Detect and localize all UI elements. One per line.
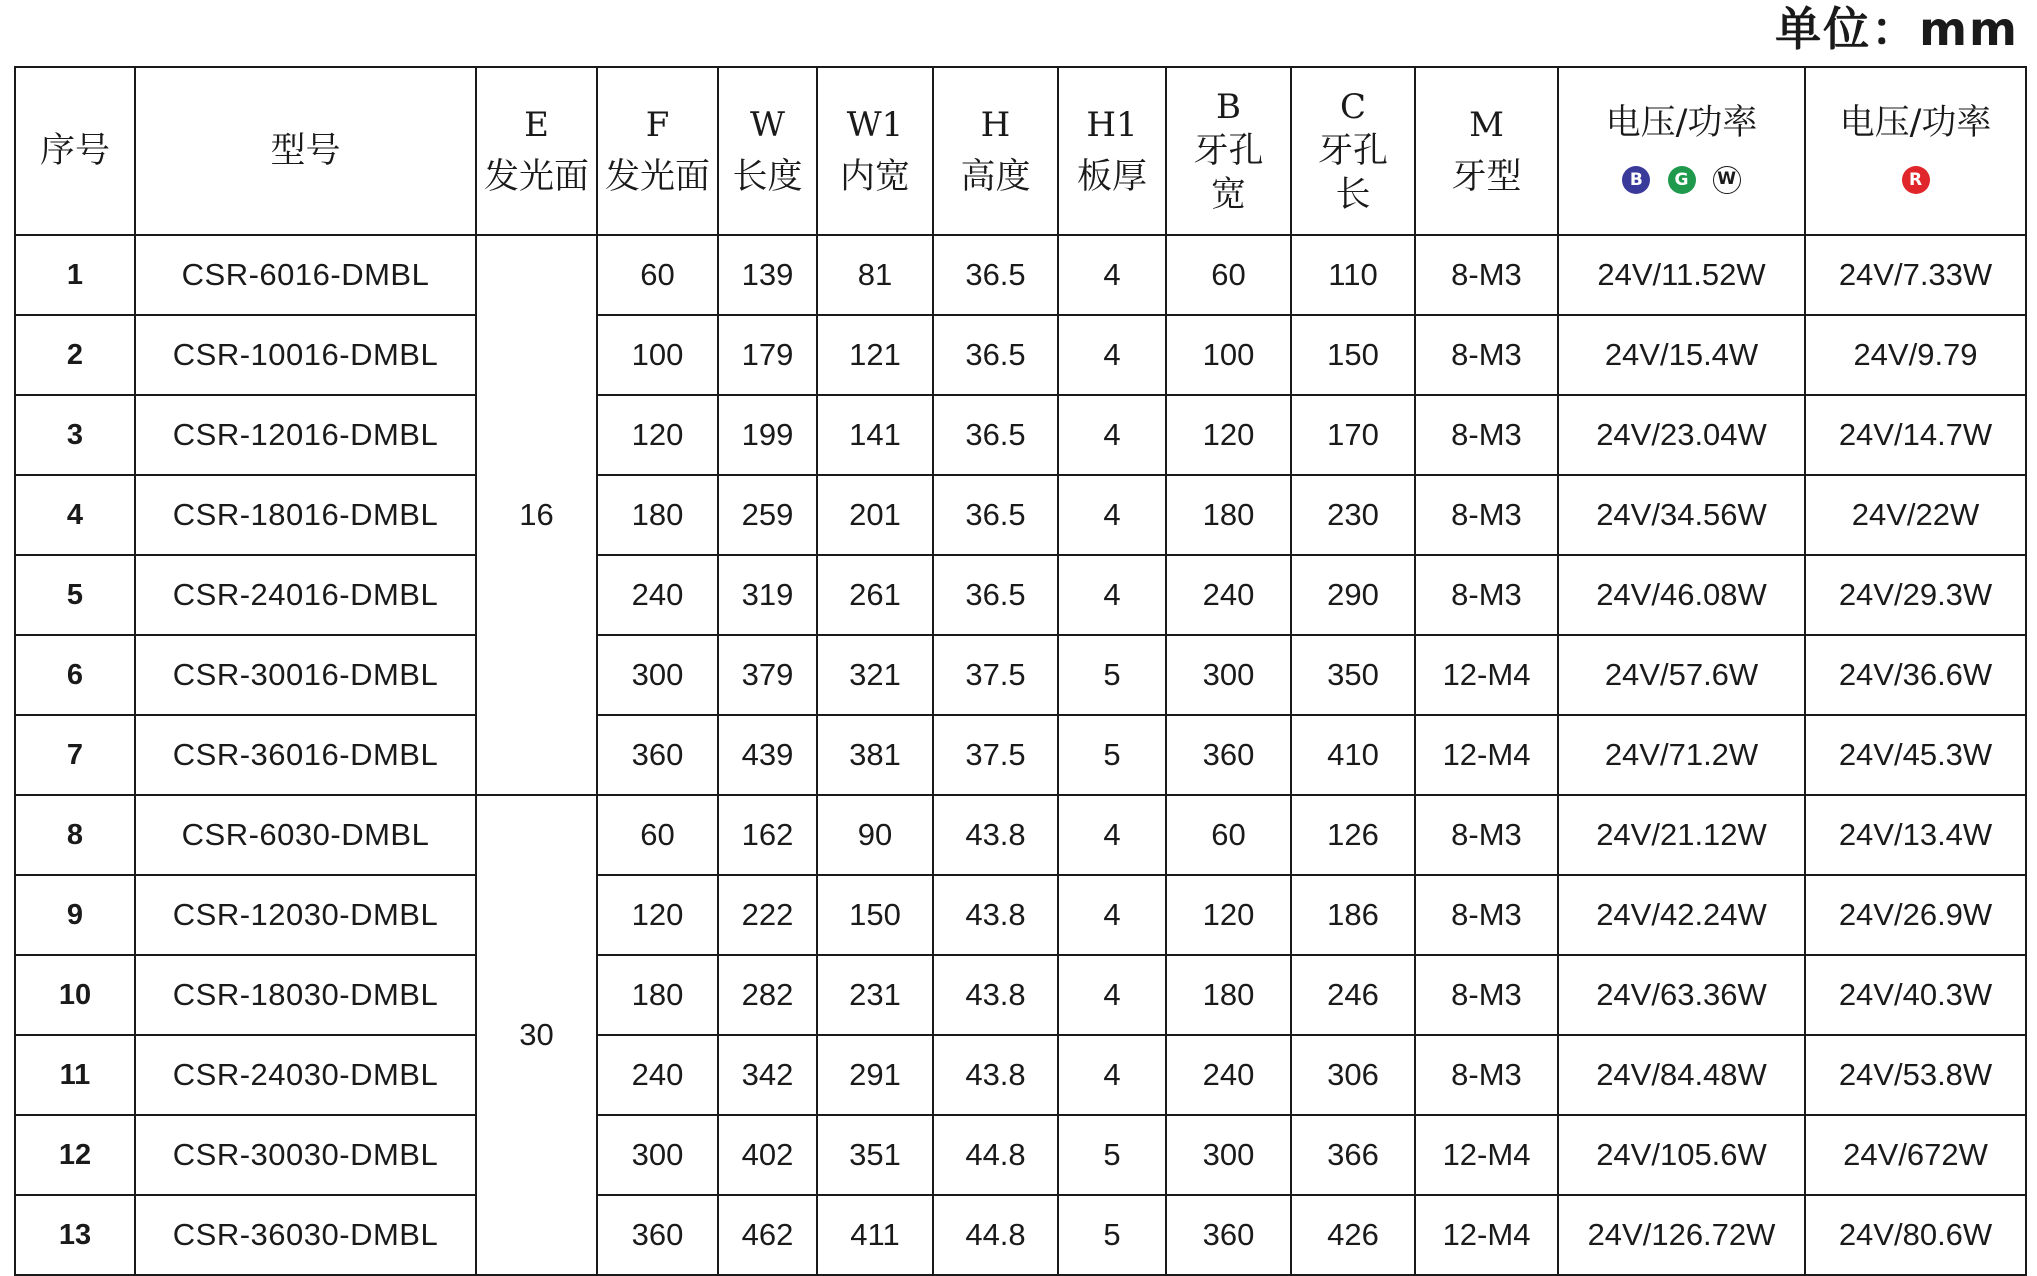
cell-power-bgw: 24V/15.4W — [1558, 315, 1805, 395]
cell-seq: 10 — [15, 955, 135, 1035]
cell-w: 179 — [718, 315, 817, 395]
spec-table — [14, 66, 2027, 1276]
cell-power-bgw: 24V/63.36W — [1558, 955, 1805, 1035]
header-m — [1415, 67, 1558, 235]
cell-h: 43.8 — [933, 875, 1058, 955]
unit-label: 单位：mm — [1775, 2, 2019, 56]
header-b-desc1: 牙孔 — [1193, 131, 1264, 171]
table-row — [15, 1115, 2026, 1195]
cell-w: 462 — [718, 1195, 817, 1275]
cell-h1: 4 — [1058, 315, 1166, 395]
cell-model: CSR-12030-DMBL — [135, 875, 476, 955]
cell-b: 300 — [1166, 635, 1291, 715]
cell-f: 100 — [597, 315, 718, 395]
cell-b: 360 — [1166, 1195, 1291, 1275]
cell-h: 36.5 — [933, 555, 1058, 635]
cell-h: 44.8 — [933, 1115, 1058, 1195]
cell-seq: 5 — [15, 555, 135, 635]
cell-power-bgw: 24V/42.24W — [1558, 875, 1805, 955]
cell-seq: 6 — [15, 635, 135, 715]
header-e — [476, 67, 597, 235]
cell-b: 120 — [1166, 875, 1291, 955]
table-row — [15, 475, 2026, 555]
cell-b: 60 — [1166, 235, 1291, 315]
cell-seq: 4 — [15, 475, 135, 555]
cell-f: 360 — [597, 1195, 718, 1275]
header-m-desc: 牙型 — [1451, 157, 1522, 197]
white-light-badge-icon: W — [1713, 166, 1741, 194]
cell-f: 180 — [597, 955, 718, 1035]
header-c-desc2: 长 — [1335, 175, 1371, 215]
header-h — [933, 67, 1058, 235]
spec-table-body — [15, 235, 2026, 1275]
cell-f: 360 — [597, 715, 718, 795]
cell-h: 43.8 — [933, 1035, 1058, 1115]
header-w-letter: W — [750, 105, 785, 145]
cell-f: 120 — [597, 395, 718, 475]
cell-c: 170 — [1291, 395, 1415, 475]
cell-h1: 4 — [1058, 555, 1166, 635]
header-h-desc: 高度 — [960, 157, 1031, 197]
cell-h1: 4 — [1058, 1035, 1166, 1115]
cell-w: 342 — [718, 1035, 817, 1115]
cell-power-r: 24V/40.3W — [1805, 955, 2026, 1035]
cell-w: 199 — [718, 395, 817, 475]
cell-seq: 7 — [15, 715, 135, 795]
cell-h: 37.5 — [933, 715, 1058, 795]
cell-c: 246 — [1291, 955, 1415, 1035]
header-c — [1291, 67, 1415, 235]
cell-w: 139 — [718, 235, 817, 315]
cell-m: 12-M4 — [1415, 1195, 1558, 1275]
cell-seq: 2 — [15, 315, 135, 395]
header-h1-letter: H1 — [1086, 105, 1138, 145]
cell-f: 300 — [597, 635, 718, 715]
cell-h1: 4 — [1058, 475, 1166, 555]
red-light-badge-icon: R — [1902, 166, 1930, 194]
cell-m: 8-M3 — [1415, 955, 1558, 1035]
cell-b: 180 — [1166, 955, 1291, 1035]
cell-h1: 4 — [1058, 235, 1166, 315]
cell-f: 240 — [597, 1035, 718, 1115]
cell-h: 43.8 — [933, 795, 1058, 875]
cell-model: CSR-36016-DMBL — [135, 715, 476, 795]
header-h1 — [1058, 67, 1166, 235]
cell-c: 150 — [1291, 315, 1415, 395]
cell-m: 8-M3 — [1415, 875, 1558, 955]
cell-model: CSR-6030-DMBL — [135, 795, 476, 875]
cell-model: CSR-30016-DMBL — [135, 635, 476, 715]
cell-power-bgw: 24V/84.48W — [1558, 1035, 1805, 1115]
header-h-letter: H — [980, 105, 1011, 145]
header-h1-desc: 板厚 — [1076, 157, 1147, 197]
power-r-badges — [1806, 153, 2025, 205]
cell-w1: 231 — [817, 955, 933, 1035]
table-row — [15, 795, 2026, 875]
table-row — [15, 955, 2026, 1035]
header-m-letter: M — [1469, 105, 1504, 145]
cell-h1: 5 — [1058, 635, 1166, 715]
cell-w1: 150 — [817, 875, 933, 955]
cell-m: 8-M3 — [1415, 475, 1558, 555]
cell-c: 126 — [1291, 795, 1415, 875]
cell-w1: 90 — [817, 795, 933, 875]
cell-power-bgw: 24V/23.04W — [1558, 395, 1805, 475]
cell-w1: 141 — [817, 395, 933, 475]
table-row — [15, 1195, 2026, 1275]
cell-h: 36.5 — [933, 395, 1058, 475]
cell-c: 110 — [1291, 235, 1415, 315]
cell-power-bgw: 24V/21.12W — [1558, 795, 1805, 875]
header-f-letter: F — [645, 105, 670, 145]
cell-seq: 8 — [15, 795, 135, 875]
cell-w1: 351 — [817, 1115, 933, 1195]
cell-c: 426 — [1291, 1195, 1415, 1275]
cell-b: 360 — [1166, 715, 1291, 795]
cell-power-r: 24V/13.4W — [1805, 795, 2026, 875]
cell-model: CSR-30030-DMBL — [135, 1115, 476, 1195]
cell-c: 410 — [1291, 715, 1415, 795]
cell-f: 300 — [597, 1115, 718, 1195]
cell-h1: 4 — [1058, 955, 1166, 1035]
header-b — [1166, 67, 1291, 235]
cell-h1: 4 — [1058, 795, 1166, 875]
cell-e-group: 16 — [476, 235, 597, 795]
cell-m: 8-M3 — [1415, 795, 1558, 875]
cell-power-bgw: 24V/11.52W — [1558, 235, 1805, 315]
header-power-r — [1805, 67, 2026, 235]
cell-power-r: 24V/26.9W — [1805, 875, 2026, 955]
cell-m: 8-M3 — [1415, 395, 1558, 475]
cell-h1: 4 — [1058, 395, 1166, 475]
cell-model: CSR-12016-DMBL — [135, 395, 476, 475]
table-row — [15, 555, 2026, 635]
cell-w: 379 — [718, 635, 817, 715]
header-e-desc: 发光面 — [483, 157, 589, 197]
cell-w1: 201 — [817, 475, 933, 555]
table-row — [15, 395, 2026, 475]
cell-h: 36.5 — [933, 315, 1058, 395]
header-row — [15, 67, 2026, 235]
table-row — [15, 1035, 2026, 1115]
cell-f: 180 — [597, 475, 718, 555]
header-c-desc1: 牙孔 — [1317, 131, 1388, 171]
cell-m: 8-M3 — [1415, 235, 1558, 315]
header-seq: 序号 — [15, 67, 135, 235]
header-f — [597, 67, 718, 235]
cell-power-r: 24V/9.79 — [1805, 315, 2026, 395]
cell-w: 162 — [718, 795, 817, 875]
cell-h: 36.5 — [933, 235, 1058, 315]
cell-h: 44.8 — [933, 1195, 1058, 1275]
cell-w1: 411 — [817, 1195, 933, 1275]
cell-b: 180 — [1166, 475, 1291, 555]
cell-model: CSR-18016-DMBL — [135, 475, 476, 555]
cell-c: 230 — [1291, 475, 1415, 555]
cell-power-bgw: 24V/46.08W — [1558, 555, 1805, 635]
cell-model: CSR-24016-DMBL — [135, 555, 476, 635]
cell-power-r: 24V/80.6W — [1805, 1195, 2026, 1275]
header-c-letter: C — [1339, 87, 1366, 127]
cell-b: 60 — [1166, 795, 1291, 875]
cell-h1: 4 — [1058, 875, 1166, 955]
cell-seq: 9 — [15, 875, 135, 955]
green-light-badge-icon: G — [1668, 166, 1696, 194]
cell-w: 222 — [718, 875, 817, 955]
cell-w1: 261 — [817, 555, 933, 635]
header-w1-desc: 内宽 — [839, 157, 910, 197]
header-e-letter: E — [524, 105, 549, 145]
table-row — [15, 635, 2026, 715]
cell-power-r: 24V/672W — [1805, 1115, 2026, 1195]
header-w1-letter: W1 — [846, 105, 904, 145]
cell-model: CSR-6016-DMBL — [135, 235, 476, 315]
cell-w: 319 — [718, 555, 817, 635]
cell-c: 306 — [1291, 1035, 1415, 1115]
blue-light-badge-icon: B — [1622, 166, 1650, 194]
cell-w1: 291 — [817, 1035, 933, 1115]
cell-b: 120 — [1166, 395, 1291, 475]
header-w-desc: 长度 — [732, 157, 803, 197]
table-row — [15, 235, 2026, 315]
cell-m: 8-M3 — [1415, 315, 1558, 395]
header-b-desc2: 宽 — [1210, 175, 1246, 215]
cell-power-r: 24V/29.3W — [1805, 555, 2026, 635]
cell-f: 120 — [597, 875, 718, 955]
cell-w1: 121 — [817, 315, 933, 395]
cell-power-bgw: 24V/34.56W — [1558, 475, 1805, 555]
cell-c: 186 — [1291, 875, 1415, 955]
cell-b: 240 — [1166, 1035, 1291, 1115]
table-row — [15, 315, 2026, 395]
cell-seq: 1 — [15, 235, 135, 315]
header-power-r-label: 电压/功率 — [1839, 103, 1992, 143]
cell-f: 60 — [597, 235, 718, 315]
cell-m: 12-M4 — [1415, 635, 1558, 715]
cell-seq: 13 — [15, 1195, 135, 1275]
cell-power-r: 24V/53.8W — [1805, 1035, 2026, 1115]
cell-model: CSR-36030-DMBL — [135, 1195, 476, 1275]
cell-w1: 81 — [817, 235, 933, 315]
cell-e-group: 30 — [476, 795, 597, 1275]
header-b-letter: B — [1216, 87, 1241, 127]
header-power-bgw — [1558, 67, 1805, 235]
cell-f: 240 — [597, 555, 718, 635]
cell-h1: 5 — [1058, 1115, 1166, 1195]
cell-c: 290 — [1291, 555, 1415, 635]
table-row — [15, 715, 2026, 795]
cell-b: 300 — [1166, 1115, 1291, 1195]
cell-c: 350 — [1291, 635, 1415, 715]
cell-w: 282 — [718, 955, 817, 1035]
header-w1 — [817, 67, 933, 235]
cell-power-r: 24V/14.7W — [1805, 395, 2026, 475]
header-model: 型号 — [135, 67, 476, 235]
cell-m: 12-M4 — [1415, 715, 1558, 795]
cell-power-r: 24V/45.3W — [1805, 715, 2026, 795]
cell-w: 259 — [718, 475, 817, 555]
cell-f: 60 — [597, 795, 718, 875]
cell-power-bgw: 24V/71.2W — [1558, 715, 1805, 795]
power-bgw-badges — [1559, 153, 1804, 205]
cell-b: 100 — [1166, 315, 1291, 395]
cell-h1: 5 — [1058, 1195, 1166, 1275]
cell-power-bgw: 24V/57.6W — [1558, 635, 1805, 715]
cell-seq: 11 — [15, 1035, 135, 1115]
cell-h: 43.8 — [933, 955, 1058, 1035]
table-row — [15, 875, 2026, 955]
cell-w1: 381 — [817, 715, 933, 795]
cell-seq: 12 — [15, 1115, 135, 1195]
header-w — [718, 67, 817, 235]
cell-model: CSR-10016-DMBL — [135, 315, 476, 395]
cell-h: 36.5 — [933, 475, 1058, 555]
cell-h1: 5 — [1058, 715, 1166, 795]
cell-c: 366 — [1291, 1115, 1415, 1195]
cell-power-bgw: 24V/105.6W — [1558, 1115, 1805, 1195]
cell-m: 12-M4 — [1415, 1115, 1558, 1195]
cell-m: 8-M3 — [1415, 555, 1558, 635]
cell-model: CSR-24030-DMBL — [135, 1035, 476, 1115]
cell-w1: 321 — [817, 635, 933, 715]
cell-power-r: 24V/22W — [1805, 475, 2026, 555]
cell-b: 240 — [1166, 555, 1291, 635]
cell-w: 439 — [718, 715, 817, 795]
cell-h: 37.5 — [933, 635, 1058, 715]
cell-w: 402 — [718, 1115, 817, 1195]
cell-power-bgw: 24V/126.72W — [1558, 1195, 1805, 1275]
header-f-desc: 发光面 — [604, 157, 710, 197]
cell-power-r: 24V/36.6W — [1805, 635, 2026, 715]
cell-power-r: 24V/7.33W — [1805, 235, 2026, 315]
header-power-bgw-label: 电压/功率 — [1605, 103, 1758, 143]
cell-seq: 3 — [15, 395, 135, 475]
cell-m: 8-M3 — [1415, 1035, 1558, 1115]
cell-model: CSR-18030-DMBL — [135, 955, 476, 1035]
